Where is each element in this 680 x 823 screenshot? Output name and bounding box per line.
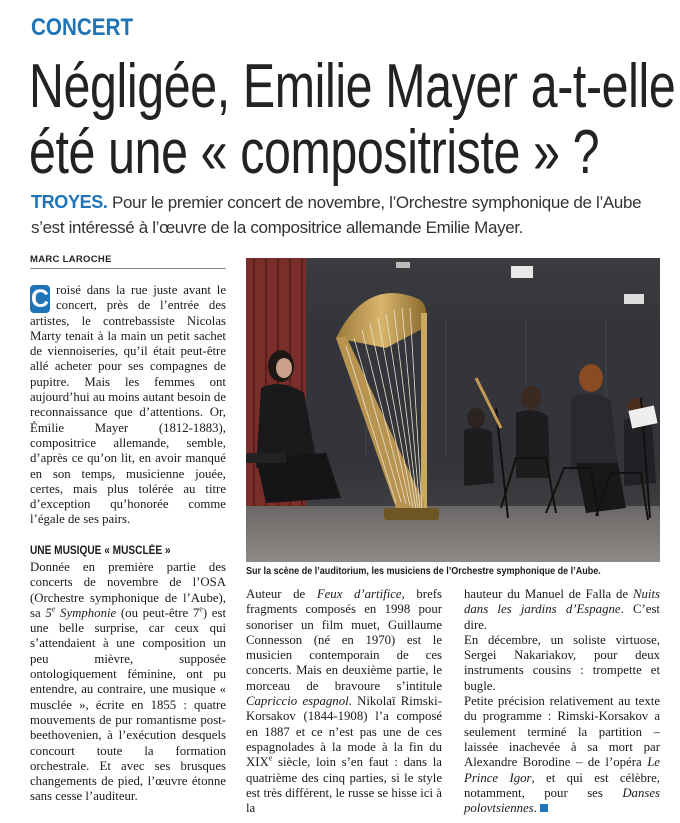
article-headline (29, 54, 680, 186)
work-title: Le Prince Igor (464, 755, 660, 785)
superscript: e (268, 754, 273, 763)
text-run: hauteur du Manuel de Falla de (464, 587, 633, 601)
headline-line-1: Négligée, Emilie Mayer a-t-elle (29, 52, 676, 121)
column-1-lower (30, 560, 226, 805)
paragraph-intro (30, 283, 226, 528)
concert-photo (246, 258, 660, 562)
work-title (45, 606, 116, 620)
paragraph-intro-text: roisé dans la rue juste avant le concert, près de l’entrée des artistes, le contrebassiste Nicolas Marty tenait à la main un petit sachet de viennoiseries, qu’il était peut-être allé acheter pour ses compagnes de pupitre. Mais les femmes ont aujourd’hui au moins autant besoin de reconnaissance que d’attentions. Or, Émilie Mayer (1812-1883), compositrice allemande, semble, d’après ce qu’on lit, en avoir manqué en son temps, musicienne jouée, certes, mais plus tolérée au titre d’exception qu’honorée comme l’égale de ses pairs. (30, 283, 226, 527)
work-title: Nuits dans les jardins d’Espagne (464, 587, 660, 617)
section-rubric: CONCERT (31, 14, 134, 41)
work-title: Danses polovtsiennes (464, 785, 660, 816)
text-run: . C’est dire. (464, 602, 660, 632)
drop-cap: C (30, 285, 50, 313)
orchestra-stage-illustration (246, 258, 660, 562)
work-title: Feux d’artifice (316, 587, 402, 601)
lead-text: Pour le premier concert de novembre, l’Orchestre symphonique de l’Aube s’est intéressé à l’œuvre de la compositrice allemande Emilie Mayer. (31, 193, 642, 237)
text-run: Donnée en première partie des concerts de novembre de l’OSA (Orchestre symphonique de l’Aube), sa (30, 560, 226, 620)
text-run: . (533, 801, 537, 816)
text-run: Auteur de (246, 587, 317, 601)
byline: MARC LAROCHE (30, 254, 112, 265)
end-mark (540, 804, 548, 812)
intertitle: UNE MUSIQUE « MUSCLÉE » (30, 545, 171, 557)
column-2 (246, 587, 442, 816)
work-title: Capriccio espagnol (246, 694, 349, 709)
text-run: Symphonie (55, 605, 117, 620)
byline-divider (30, 268, 226, 269)
text-run: siècle, loin s’en faut : dans la quatrième des cinq parties, si le style est très différent, le russe se hisse ici à la (246, 755, 442, 816)
text-run: , brefs fragments composés en 1998 pour sonoriser un film muet, Guillaume Connesson (né en 1970) est le musicien contemporain de ces concerts. Mais en deuxième partie, le morceau de bravoure s’intitule (246, 587, 442, 693)
text-run: . Nikolaï Rimski-Korsakov (1844-1908) l’a composé en 1887 et ce n’est pas une de ces espagnolades à la mode à la fin du XIX (246, 694, 442, 770)
photo-caption: Sur la scène de l’auditorium, les musiciens de l’Orchestre symphonique de l’Aube. (246, 565, 601, 577)
text-run: , et qui est célèbre, notamment, pour ses (464, 770, 660, 800)
paragraph-december: En décembre, un soliste virtuose, Sergei Nakariakov, pour deux instruments cousins : trompette et bugle. (464, 632, 660, 693)
text-run: 5 (45, 605, 52, 620)
paragraph-program (246, 587, 442, 816)
article-lead (31, 190, 651, 240)
paragraph-falla (464, 587, 660, 633)
text-run: (ou peut-être 7 (116, 605, 200, 620)
lead-location: TROYES. (31, 192, 108, 212)
text-run: Petite précision relativement au texte du programme : Rimski-Korsakov a seulement terminé la partition – laissée inachevée à sa mort par Alexandre Borodine – de l’opéra (464, 694, 660, 770)
paragraph-precision (464, 694, 660, 816)
column-1 (30, 283, 226, 528)
paragraph-symphony (30, 560, 226, 805)
column-3 (464, 587, 660, 816)
text-run: ) est une belle surprise, car ceux qui s’attendaient à une composition un peu mièvre, supposée ontologiquement féminine, ont pu entendre, au contraire, une musique « musclée », écrite en 1855 : quatre mouvements de pur romantisme post-beethovenien, à l’exécution desquels concourt toute la formation orchestrale. Et avec ses brusques changements de pied, l’œuvre étonne sans cesse l’auditeur. (30, 605, 226, 804)
superscript: e (199, 604, 203, 614)
superscript: e (51, 604, 56, 614)
headline-line-2: été une « compositriste » ? (29, 118, 600, 187)
